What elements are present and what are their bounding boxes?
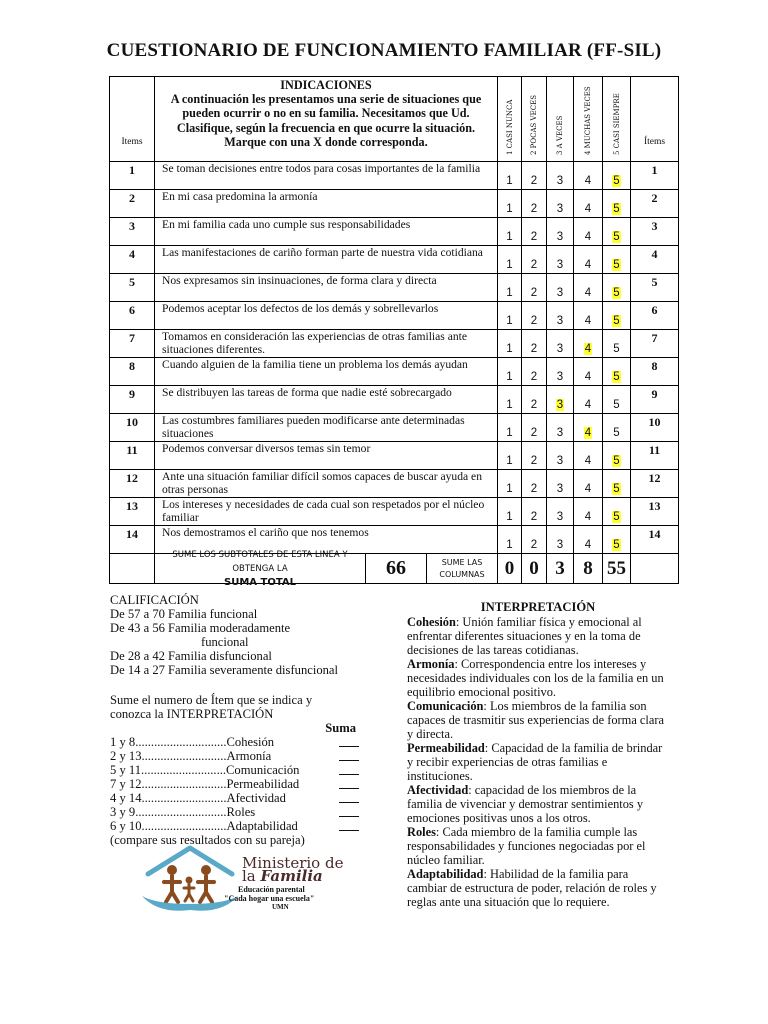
option-cell[interactable] [603,386,631,414]
option-value: 4 [584,259,592,271]
selected-option: 5 [613,371,620,383]
option-cell[interactable] [522,302,547,330]
dimension-definition: : Habilidad de la familia para cambiar de estructura de poder, relación de roles y reglas ante una situación que lo requiere. [407,867,657,909]
score-range: funcional [201,635,249,649]
option-cell[interactable] [498,190,522,218]
interpretation-item [407,615,669,657]
option-value: 1 [506,315,513,327]
columns-instruction: SUME LAS COLUMNAS [439,557,485,579]
freq-label-5: 5 CASI SIEMPRE [612,93,621,155]
option-cell[interactable] [574,218,603,246]
item-pair: 4 y 14...........................Afectividad [110,791,286,805]
option-value: 4 [584,175,592,187]
table-row [110,330,679,358]
option-cell[interactable] [522,218,547,246]
option-value: 2 [530,287,538,299]
item-statement: En mi familia cada uno cumple sus responsabilidades [155,218,498,246]
dimension-term: Permeabilidad [407,741,485,755]
item-pair-row [110,763,370,777]
option-value: 1 [506,203,513,215]
option-cell[interactable] [498,302,522,330]
interpretation-item [407,867,669,909]
option-cell[interactable] [547,330,574,358]
dimension-term: Afectividad [407,783,469,797]
option-value: 1 [506,371,513,383]
logo-text-2: la Familia [242,867,323,885]
option-cell[interactable] [574,386,603,414]
table-row [110,246,679,274]
option-cell[interactable] [522,330,547,358]
sum-instruction: Sume el numero de Ítem que se indica y [110,693,313,707]
item-statement: En mi casa predomina la armonía [155,190,498,218]
item-pair-row [110,777,370,791]
interpretation-item [407,657,669,699]
option-value: 1 [506,175,513,187]
sum-blank[interactable] [339,750,359,761]
score-range: De 57 a 70 Familia funcional [110,607,258,621]
table-row [110,414,679,442]
option-value: 2 [530,175,538,187]
option-value: 1 [506,483,513,495]
option-cell[interactable] [574,330,603,358]
dimension-definition: : capacidad de los miembros de la familia de vivenciar y demostrar sentimientos y emociones positivas unos a los otros. [407,783,644,825]
option-cell[interactable] [547,274,574,302]
table-row [110,274,679,302]
selected-option: 5 [613,315,620,327]
option-cell[interactable] [547,190,574,218]
option-cell[interactable] [498,526,522,554]
item-number: 2 [110,190,155,218]
option-value: 1 [506,259,513,271]
option-cell[interactable] [498,414,522,442]
option-cell[interactable] [603,526,631,554]
option-cell[interactable] [498,358,522,386]
item-statement: Tomamos en consideración las experiencias de otras familias ante situaciones diferentes. [155,330,498,358]
item-number: 10 [110,414,155,442]
item-statement: Se toman decisiones entre todos para cosas importantes de la familia [155,162,498,190]
option-value: 1 [506,427,513,439]
dimension-term: Adaptabilidad [407,867,484,881]
dimension-definition: : Capacidad de la familia de brindar y recibir experiencias de otras familias e instituciones. [407,741,663,783]
option-value: 1 [506,539,513,551]
item-statement: Las costumbres familiares pueden modificarse ante determinadas situaciones [155,414,498,442]
option-cell[interactable] [498,274,522,302]
sum-blank[interactable] [339,764,359,775]
selected-option: 5 [613,455,620,467]
item-number: 1 [110,162,155,190]
option-cell[interactable] [522,526,547,554]
item-statement: Los intereses y necesidades de cada cual son respetados por el núcleo familiar [155,498,498,526]
option-value: 5 [613,427,620,439]
option-value: 1 [506,511,513,523]
item-statement: Podemos aceptar los defectos de los demás y sobrellevarlos [155,302,498,330]
option-value: 2 [530,399,538,411]
table-row [110,162,679,190]
option-value: 1 [506,455,513,467]
option-cell[interactable] [522,358,547,386]
option-cell[interactable] [574,358,603,386]
table-row [110,302,679,330]
option-cell[interactable] [498,218,522,246]
selected-option: 5 [613,175,620,187]
option-cell[interactable] [603,246,631,274]
item-number-right: 7 [631,330,679,358]
logo-umn: UMN [272,903,289,911]
selected-option: 3 [556,399,564,411]
item-pair-row [110,791,370,805]
item-statement: Nos demostramos el cariño que nos tenemos [155,526,498,554]
option-cell[interactable] [522,442,547,470]
option-value: 2 [530,483,538,495]
dimension-term: Armonía [407,657,455,671]
dimension-term: Cohesión [407,615,456,629]
option-cell[interactable] [547,162,574,190]
item-number: 14 [110,526,155,554]
sum-blank[interactable] [339,736,359,747]
table-row [110,498,679,526]
item-number-right: 12 [631,470,679,498]
option-cell[interactable] [603,414,631,442]
option-cell[interactable] [522,498,547,526]
option-cell[interactable] [547,218,574,246]
freq-label-4: 4 MUCHAS VECES [584,86,592,155]
option-value: 2 [530,511,538,523]
indications-title: INDICACIONES [280,78,372,92]
selected-option: 5 [613,287,620,299]
option-value: 4 [584,539,592,551]
option-value: 3 [556,287,564,299]
item-pair-row [110,819,370,833]
items-header-right: Ítems [631,77,679,162]
option-cell[interactable] [547,246,574,274]
option-cell[interactable] [603,274,631,302]
item-number-right: 2 [631,190,679,218]
option-value: 3 [556,483,564,495]
suma-header: Suma [325,721,356,735]
dimension-term: Roles [407,825,436,839]
option-value: 4 [584,231,592,243]
option-cell[interactable] [603,302,631,330]
items-header-left: Items [110,77,155,162]
option-value: 4 [584,287,592,299]
item-number-right: 11 [631,442,679,470]
option-cell[interactable] [547,386,574,414]
compare-note: (compare sus resultados con su pareja) [110,833,305,847]
option-cell[interactable] [603,190,631,218]
logo-text-1: Ministerio de [242,854,344,872]
item-pair: 6 y 10...........................Adaptabilidad [110,819,298,833]
option-value: 3 [556,231,564,243]
item-pair: 5 y 11...........................Comunicación [110,763,300,777]
sum-instruction: conozca la INTERPRETACIÓN [110,707,274,721]
option-value: 1 [506,231,513,243]
score-range: De 14 a 27 Familia severamente disfuncional [110,663,339,677]
option-value: 3 [556,343,564,355]
option-value: 2 [530,455,538,467]
option-cell[interactable] [498,442,522,470]
option-cell[interactable] [574,274,603,302]
option-value: 4 [584,483,592,495]
interpretacion-section [407,600,669,909]
item-statement: Cuando alguien de la familia tiene un problema los demás ayudan [155,358,498,386]
option-cell[interactable] [498,470,522,498]
option-cell[interactable] [547,442,574,470]
item-number: 7 [110,330,155,358]
dimension-term: Comunicación [407,699,484,713]
table-row [110,218,679,246]
table-row [110,386,679,414]
option-value: 2 [530,203,538,215]
option-value: 4 [584,399,592,411]
selected-option: 5 [613,259,620,271]
item-statement: Se distribuyen las tareas de forma que nadie esté sobrecargado [155,386,498,414]
option-cell[interactable] [522,274,547,302]
option-value: 4 [584,511,592,523]
option-value: 1 [506,399,513,411]
option-cell[interactable] [522,414,547,442]
item-pair: 3 y 9.............................Roles [110,805,256,819]
option-value: 2 [530,259,538,271]
item-number-right: 3 [631,218,679,246]
item-statement: Ante una situación familiar difícil somos capaces de buscar ayuda en otras personas [155,470,498,498]
option-cell[interactable] [522,162,547,190]
option-cell[interactable] [603,330,631,358]
indications-text: A continuación les presentamos una serie de situaciones que pueden ocurrir o no en su familia. Necesitamos que Ud. Clasifique, según la frecuencia en que ocurre la situación. Marque con una X donde corresponda. [170,92,482,149]
option-cell[interactable] [547,498,574,526]
item-number-right: 14 [631,526,679,554]
option-cell[interactable] [547,302,574,330]
option-cell[interactable] [498,162,522,190]
item-number: 3 [110,218,155,246]
interpretation-item [407,741,669,783]
item-statement: Podemos conversar diversos temas sin temor [155,442,498,470]
option-value: 5 [613,343,620,355]
item-pair-row [110,749,370,763]
option-cell[interactable] [603,442,631,470]
option-value: 2 [530,371,538,383]
option-value: 4 [584,371,592,383]
item-number: 12 [110,470,155,498]
column-sum: 0 [522,554,547,584]
option-cell[interactable] [522,470,547,498]
sum-blank[interactable] [339,820,359,831]
item-number: 11 [110,442,155,470]
item-pair: 1 y 8.............................Cohesión [110,735,275,749]
item-number-right: 6 [631,302,679,330]
option-cell[interactable] [603,498,631,526]
option-cell[interactable] [547,470,574,498]
column-sum: 55 [603,554,631,584]
selected-option: 5 [613,539,620,551]
item-number-right: 10 [631,414,679,442]
option-value: 2 [530,539,538,551]
item-statement: Nos expresamos sin insinuaciones, de forma clara y directa [155,274,498,302]
sum-blank[interactable] [339,806,359,817]
table-row [110,470,679,498]
option-cell[interactable] [522,246,547,274]
calificacion-section [110,593,370,847]
option-value: 3 [556,315,564,327]
option-value: 1 [506,287,513,299]
item-number-right: 4 [631,246,679,274]
option-cell[interactable] [603,470,631,498]
option-cell[interactable] [498,386,522,414]
option-value: 3 [556,175,564,187]
option-value: 4 [584,455,592,467]
item-pair-row [110,805,370,819]
family-hands-icon [138,840,242,918]
option-value: 1 [506,343,513,355]
freq-label-2: 2 POCAS VECES [530,95,538,155]
logo-slogan: "Cada hogar una escuela" [224,894,315,903]
option-cell[interactable] [603,162,631,190]
item-number: 8 [110,358,155,386]
option-value: 3 [556,511,564,523]
dimension-definition: : Cada miembro de la familia cumple las responsabilidades y funciones negociadas por el núcleo familiar. [407,825,646,867]
option-cell[interactable] [498,498,522,526]
option-value: 2 [530,231,538,243]
item-number-right: 5 [631,274,679,302]
selected-option: 5 [613,511,620,523]
item-pair: 2 y 13...........................Armonía [110,749,272,763]
score-range: De 43 a 56 Familia moderadamente [110,621,291,635]
dimension-definition: : Los miembros de la familia son capaces de trasmitir sus experiencias de forma clara y directa. [407,699,664,741]
column-sum: 0 [498,554,522,584]
option-cell[interactable] [574,302,603,330]
selected-option: 5 [613,203,620,215]
option-cell[interactable] [498,246,522,274]
ministerio-logo [138,840,358,918]
item-number-right: 8 [631,358,679,386]
item-number: 5 [110,274,155,302]
selected-option: 4 [584,427,592,439]
option-value: 2 [530,315,538,327]
interpretation-item [407,825,669,867]
item-number: 4 [110,246,155,274]
option-value: 5 [613,399,620,411]
option-cell[interactable] [603,218,631,246]
option-cell[interactable] [574,526,603,554]
item-number: 6 [110,302,155,330]
option-value: 3 [556,371,564,383]
column-sum: 8 [574,554,603,584]
option-cell[interactable] [547,358,574,386]
option-value: 2 [530,427,538,439]
option-cell[interactable] [574,246,603,274]
item-number: 9 [110,386,155,414]
total-instruction: SUME LOS SUBTOTALES DE ESTA LINEA Y OBTENGA LA SUMA TOTAL [155,554,366,583]
interpretation-item [407,699,669,741]
logo-subtitle: Educación parental [238,885,305,894]
option-cell[interactable] [574,414,603,442]
item-number-right: 1 [631,162,679,190]
calificacion-heading: CALIFICACIÓN [110,593,199,607]
option-value: 3 [556,539,564,551]
interpretation-item [407,783,669,825]
dimension-definition: : Correspondencia entre los intereses y necesidades individuales con los de la familia en un equilibrio emocional positivo. [407,657,664,699]
column-sum: 3 [547,554,574,584]
option-cell[interactable] [603,358,631,386]
option-cell[interactable] [522,386,547,414]
option-cell[interactable] [547,414,574,442]
indications-cell [155,77,498,162]
option-cell[interactable] [522,190,547,218]
total-score: 66 [366,554,427,583]
option-cell[interactable] [574,498,603,526]
score-range: De 28 a 42 Familia disfuncional [110,649,272,663]
item-statement: Las manifestaciones de cariño forman parte de nuestra vida cotidiana [155,246,498,274]
option-value: 3 [556,259,564,271]
option-value: 3 [556,203,564,215]
interpretacion-heading: INTERPRETACIÓN [480,600,596,614]
page-title: CUESTIONARIO DE FUNCIONAMIENTO FAMILIAR (FF-SIL) [106,40,662,61]
item-number: 13 [110,498,155,526]
option-cell[interactable] [574,470,603,498]
option-cell[interactable] [574,162,603,190]
option-value: 3 [556,455,564,467]
item-number-right: 9 [631,386,679,414]
dimension-definition: : Unión familiar física y emocional al enfrentar diferentes situaciones y en la toma de decisiones de las tareas cotidianas. [407,615,642,657]
option-value: 4 [584,203,592,215]
option-value: 4 [584,315,592,327]
sum-blank[interactable] [339,778,359,789]
option-cell[interactable] [498,330,522,358]
sum-blank[interactable] [339,792,359,803]
item-pair: 7 y 12...........................Permeabilidad [110,777,300,791]
selected-option: 4 [584,343,592,355]
freq-label-1: 1 CASI NUNCA [505,99,514,155]
option-cell[interactable] [574,442,603,470]
option-value: 2 [530,343,538,355]
option-cell[interactable] [574,190,603,218]
totals-row [110,554,679,584]
option-cell[interactable] [547,526,574,554]
freq-label-3: 3 A VECES [556,115,564,155]
option-value: 3 [556,427,564,439]
selected-option: 5 [613,231,620,243]
table-row [110,358,679,386]
table-row [110,190,679,218]
table-row [110,442,679,470]
questionnaire-table [109,76,679,588]
item-number-right: 13 [631,498,679,526]
item-pair-row [110,735,370,749]
selected-option: 5 [613,483,620,495]
